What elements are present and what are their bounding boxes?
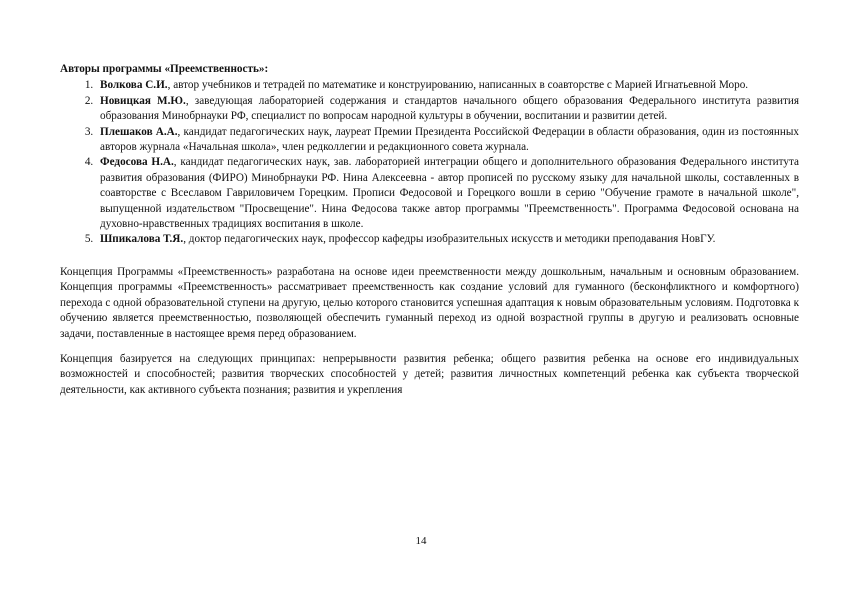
concept-paragraph: Концепция Программы «Преемственность» разработана на основе идеи преемственности между дошкольным, начальным и основным образованием. Концепция программы «Преемственность» рассматривает преемственность как создание условий для гуманного (бесконфликтного и комфортного) перехода с одной образовательной ступени на другую, целью которого становится успешная адаптация к новым образовательным условиям. Подготовка к обучению является преемственностью, позволяющей обеспечить гуманный переход из одной возрастной группы в другую и реализовать основные задачи, поставленные в настоящее время перед образованием. [60, 265, 799, 340]
authors-heading: Авторы программы «Преемственность»: [60, 63, 269, 75]
author-name: Волкова С.И. [100, 79, 168, 92]
principles-paragraph: Концепция базируется на следующих принципах: непрерывности развития ребенка; общего развития ребенка на основе его индивидуальных возможностей и способностей; развития творческих способностей у детей; развития личностных компетенций ребенка как субъекта творческой деятельности, как активного субъекта познания; развития и укрепления [60, 352, 799, 396]
author-description: , доктор педагогических наук, профессор кафедры изобразительных искусств и методики преподавания НовГУ. [183, 233, 716, 246]
page-number: 14 [415, 535, 427, 547]
list-item [96, 232, 799, 247]
author-description: , кандидат педагогических наук, зав. лабораторией интеграции общего и дополнительного образования Федерального института развития образования (ФИРО) Минобрнауки РФ. Нина Алексеевна - автор прописей по русскому языку для начальной школы, составленных в соавторстве с Всеславом Гавриловичем Горецким. Прописи Федосовой и Горецкого вошли в серию "Обучение грамоте в начальной школе", выпущенной издательством "Просвещение". Нина Федосова также автор программы "Преемственность". Программа Федосовой основана на духовно-нравственных традициях воспитания в школе. [100, 156, 799, 231]
author-name: Новицкая М.Ю. [100, 94, 186, 107]
author-description: , кандидат педагогических наук, лауреат Премии Президента Российской Федерации в области образования, один из постоянных авторов журнала «Начальная школа», член редколлегии и редакционного совета журнала. [100, 125, 799, 154]
list-item [96, 78, 799, 93]
author-name: Федосова Н.А. [100, 156, 174, 169]
author-description: , автор учебников и тетрадей по математике и конструированию, написанных в соавторстве с Марией Игнатьевной Моро. [167, 79, 749, 92]
authors-list [60, 78, 799, 247]
author-description: , заведующая лабораторией содержания и стандартов начального общего образования Федерального института развития образования Минобрнауки РФ, специалист по вопросам народной культуры в обучении, воспитании и развитии детей. [100, 94, 800, 123]
list-item [96, 155, 799, 232]
author-name: Плешаков А.А. [100, 125, 178, 138]
document-page [60, 62, 799, 398]
author-name: Шпикалова Т.Я. [100, 233, 184, 246]
list-item [96, 125, 799, 156]
list-item [96, 94, 799, 125]
